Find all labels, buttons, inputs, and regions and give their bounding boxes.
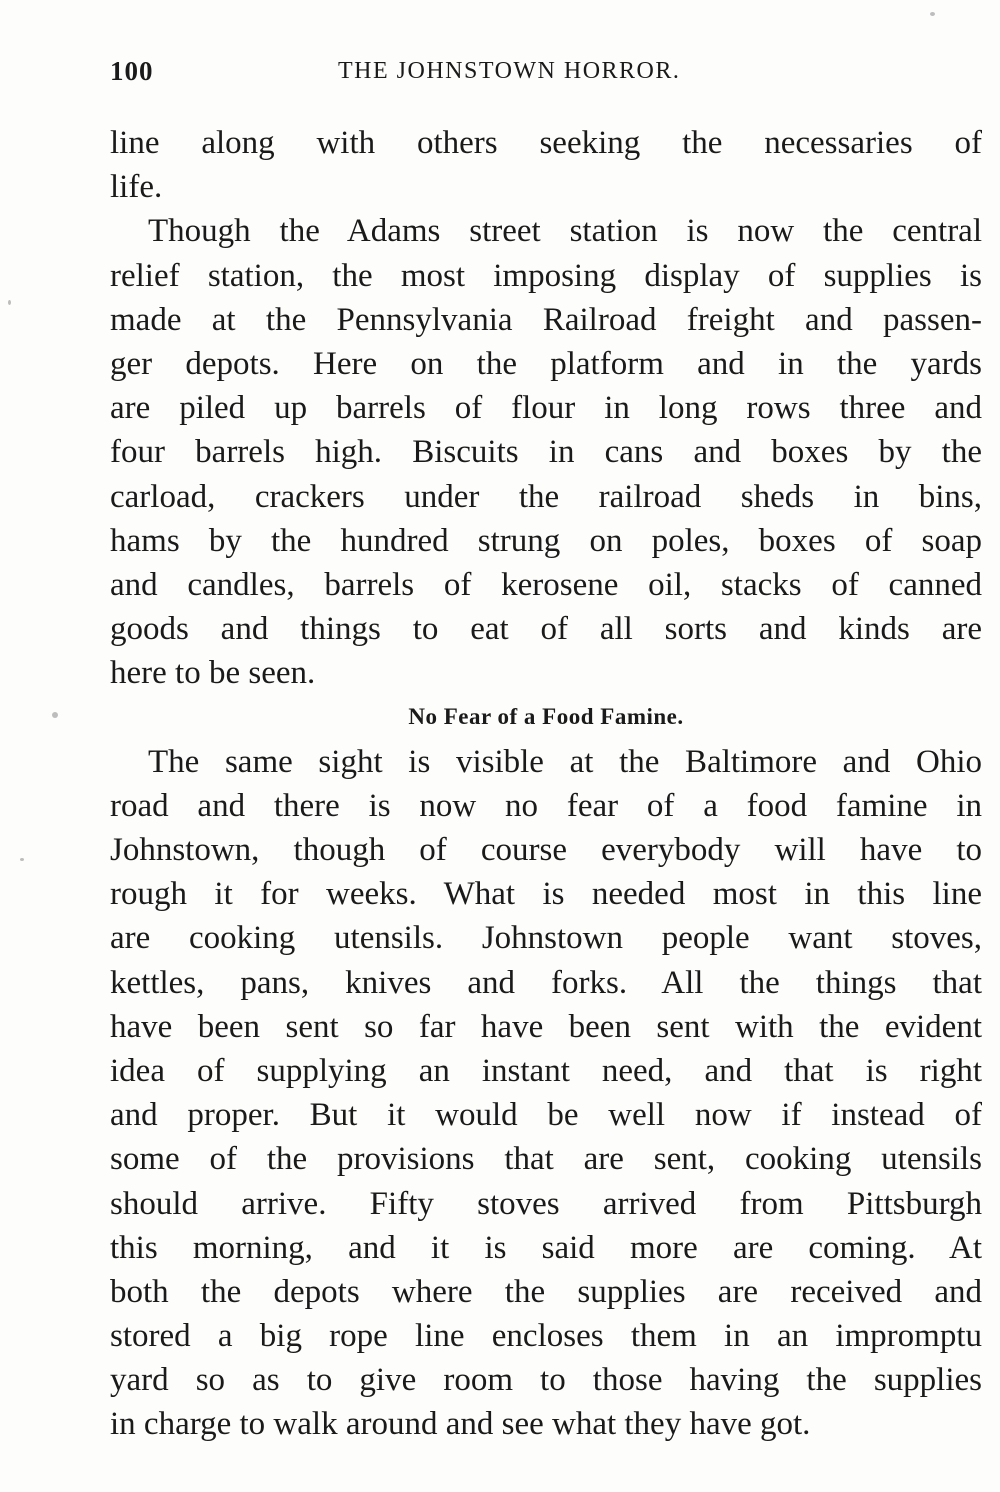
text-line: line along with others seeking the necessaries of [110,125,982,161]
text-line: and candles, barrels of kerosene oil, stacks of canned [110,566,982,603]
text-line: stored a big rope line encloses them in an impromptu [110,1318,982,1355]
text-line: and proper. But it would be well now if instead of [110,1097,982,1134]
text-line: are piled up barrels of flour in long rows three and [110,390,982,427]
text-line: four barrels high. Biscuits in cans and boxes by the [110,434,982,471]
text-line: life. [110,169,163,206]
text-line: Johnstown, though of course everybody will have to [110,832,982,868]
text-line: The same sight is visible at the Baltimore and Ohio [148,743,982,780]
text-line: have been sent so far have been sent with the evident [110,1008,982,1045]
text-line: Though the Adams street station is now the central [148,213,982,250]
scan-speck [20,858,24,861]
text-line: rough it for weeks. What is needed most in this line [110,876,982,913]
page-number: 100 [110,56,154,86]
body-text [110,121,982,1447]
text-line: ger depots. Here on the platform and in the yards [110,345,982,382]
text-line: made at the Pennsylvania Railroad freight and passen- [110,301,982,338]
text-line: in charge to walk around and see what they have got. [110,1406,811,1443]
text-line: should arrive. Fifty stoves arrived from Pittsburgh [110,1185,982,1222]
text-line: both the depots where the supplies are received and [110,1273,982,1310]
text-line: carload, crackers under the railroad sheds in bins, [110,478,982,515]
text-line: road and there is now no fear of a food famine in [110,787,982,824]
scan-speck [930,12,935,16]
text-line: hams by the hundred strung on poles, boxes of soap [110,522,982,559]
scan-speck [52,712,58,718]
running-head [110,56,980,96]
text-line: kettles, pans, knives and forks. All the things that [110,964,982,1001]
text-line: some of the provisions that are sent, cooking utensils [110,1141,982,1178]
text-line: goods and things to eat of all sorts and kinds are [110,611,982,648]
section-heading: No Fear of a Food Famine. [408,704,684,730]
running-title: THE JOHNSTOWN HORROR. [338,58,681,84]
text-line: idea of supplying an instant need, and that is right [110,1052,982,1089]
text-line: are cooking utensils. Johnstown people want stoves, [110,920,982,957]
text-line: relief station, the most imposing display of supplies is [110,257,982,294]
text-line: this morning, and it is said more are coming. At [110,1229,982,1266]
text-line: yard so as to give room to those having the supplies [110,1362,982,1399]
scan-speck [8,300,11,305]
text-line: here to be seen. [110,655,316,692]
